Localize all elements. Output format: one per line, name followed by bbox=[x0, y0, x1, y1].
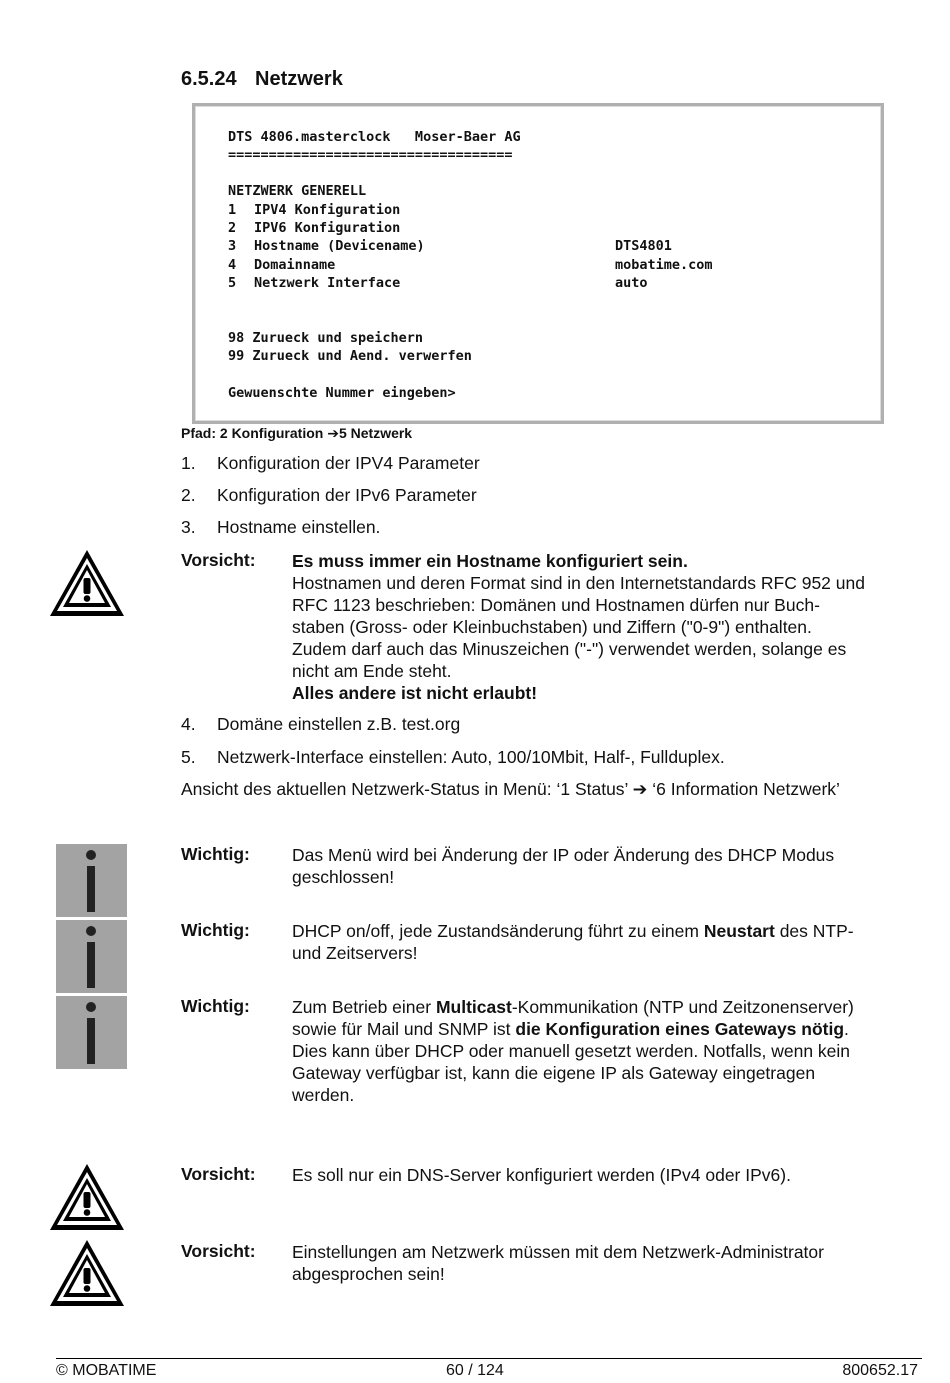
terminal-menu-item: 2 IPV6 Konfiguration bbox=[228, 220, 401, 236]
footer-doc-number: 800652.17 bbox=[842, 1362, 918, 1379]
caution-label: Vorsicht: bbox=[181, 1241, 256, 1261]
terminal-menu-item: 3 Hostname (Devicename) bbox=[228, 238, 425, 254]
important-label: Wichtig: bbox=[181, 920, 250, 940]
important-label: Wichtig: bbox=[181, 996, 250, 1016]
terminal-menu-item: 5 Netzwerk Interface bbox=[228, 275, 401, 291]
info-icon bbox=[56, 996, 127, 1069]
warning-icon bbox=[48, 1162, 126, 1232]
terminal-save-option: 98 Zurueck und speichern bbox=[228, 330, 424, 346]
important-label: Wichtig: bbox=[181, 844, 250, 864]
section-title: Netzwerk bbox=[255, 68, 343, 90]
menu-path: Pfad: 2 Konfiguration ➔5 Netzwerk bbox=[181, 425, 413, 442]
terminal-menu-item: 4 Domainname bbox=[228, 257, 336, 273]
footer-copyright: © MOBATIME bbox=[56, 1362, 157, 1379]
section-number: 6.5.24 bbox=[181, 68, 237, 90]
caution-text: Es muss immer ein Hostname konfiguriert sein. Hostnamen und deren Format sind in den Internetstandards RFC 952 und RFC 1123 beschrieben: Domänen und Hostnamen dürfen nur Buch- staben (Gross- oder Kleinbuchstaben) und Ziffern ("0-9") enthalten. Zudem darf auch das Minuszeichen ("-") verwendet werden, solange es nicht am Ende steht. Alles andere ist nicht erlaubt! bbox=[292, 551, 865, 703]
terminal-menu-item: 1 IPV4 Konfiguration bbox=[228, 202, 401, 218]
terminal-discard-option: 99 Zurueck und Aend. verwerfen bbox=[228, 348, 472, 364]
warning-icon bbox=[48, 1238, 126, 1308]
footer-page-number: 60 / 124 bbox=[446, 1362, 504, 1379]
terminal-header: DTS 4806.masterclock Moser-Baer AG bbox=[228, 129, 521, 145]
caution-label: Vorsicht: bbox=[181, 550, 256, 570]
terminal-rule: =================================== bbox=[228, 147, 513, 163]
terminal-prompt: Gewuenschte Nummer eingeben> bbox=[228, 385, 456, 401]
list-item: 5. Netzwerk-Interface einstellen: Auto, 100/10Mbit, Half-, Fullduplex. bbox=[181, 747, 725, 767]
terminal-menu-value: mobatime.com bbox=[615, 257, 713, 273]
info-icon bbox=[56, 920, 127, 993]
important-text: Zum Betrieb einer Multicast-Kommunikation (NTP und Zeitzonenserver) sowie für Mail und SNMP ist die Konfiguration eines Gateways nötig. Dies kann über DHCP oder manuell gesetzt werden. Notfalls, wenn kein Gateway verfügbar ist, kann die eigene IP als Gateway eingetragen werden. bbox=[292, 997, 854, 1105]
list-item: 1. Konfiguration der IPV4 Parameter bbox=[181, 453, 480, 473]
terminal-menu-title: NETZWERK GENERELL bbox=[228, 183, 367, 199]
list-item: 3. Hostname einstellen. bbox=[181, 517, 381, 537]
info-icon bbox=[56, 844, 127, 917]
footer-divider bbox=[56, 1358, 922, 1359]
section-heading bbox=[181, 68, 343, 91]
caution-text: Es soll nur ein DNS-Server konfiguriert werden (IPv4 oder IPv6). bbox=[292, 1165, 791, 1185]
list-item: 4. Domäne einstellen z.B. test.org bbox=[181, 714, 461, 734]
terminal-menu-value: DTS4801 bbox=[615, 238, 672, 254]
arrow-right-icon: ➔ bbox=[632, 780, 648, 800]
terminal-screenshot bbox=[192, 103, 884, 424]
status-view-note: Ansicht des aktuellen Netzwerk-Status in Menü: ‘1 Status’ ➔ ‘6 Information Netzwerk’ bbox=[181, 779, 840, 800]
caution-label: Vorsicht: bbox=[181, 1164, 256, 1184]
caution-text: Einstellungen am Netzwerk müssen mit dem Netzwerk-Administrator abgesprochen sein! bbox=[292, 1242, 824, 1284]
warning-icon bbox=[48, 548, 126, 618]
list-item: 2. Konfiguration der IPv6 Parameter bbox=[181, 485, 477, 505]
arrow-right-icon: ➔ bbox=[327, 426, 339, 442]
important-text: DHCP on/off, jede Zustandsänderung führt zu einem Neustart des NTP- und Zeitservers! bbox=[292, 921, 854, 963]
important-text: Das Menü wird bei Änderung der IP oder Änderung des DHCP Modus geschlossen! bbox=[292, 845, 835, 887]
terminal-menu-value: auto bbox=[615, 275, 648, 291]
